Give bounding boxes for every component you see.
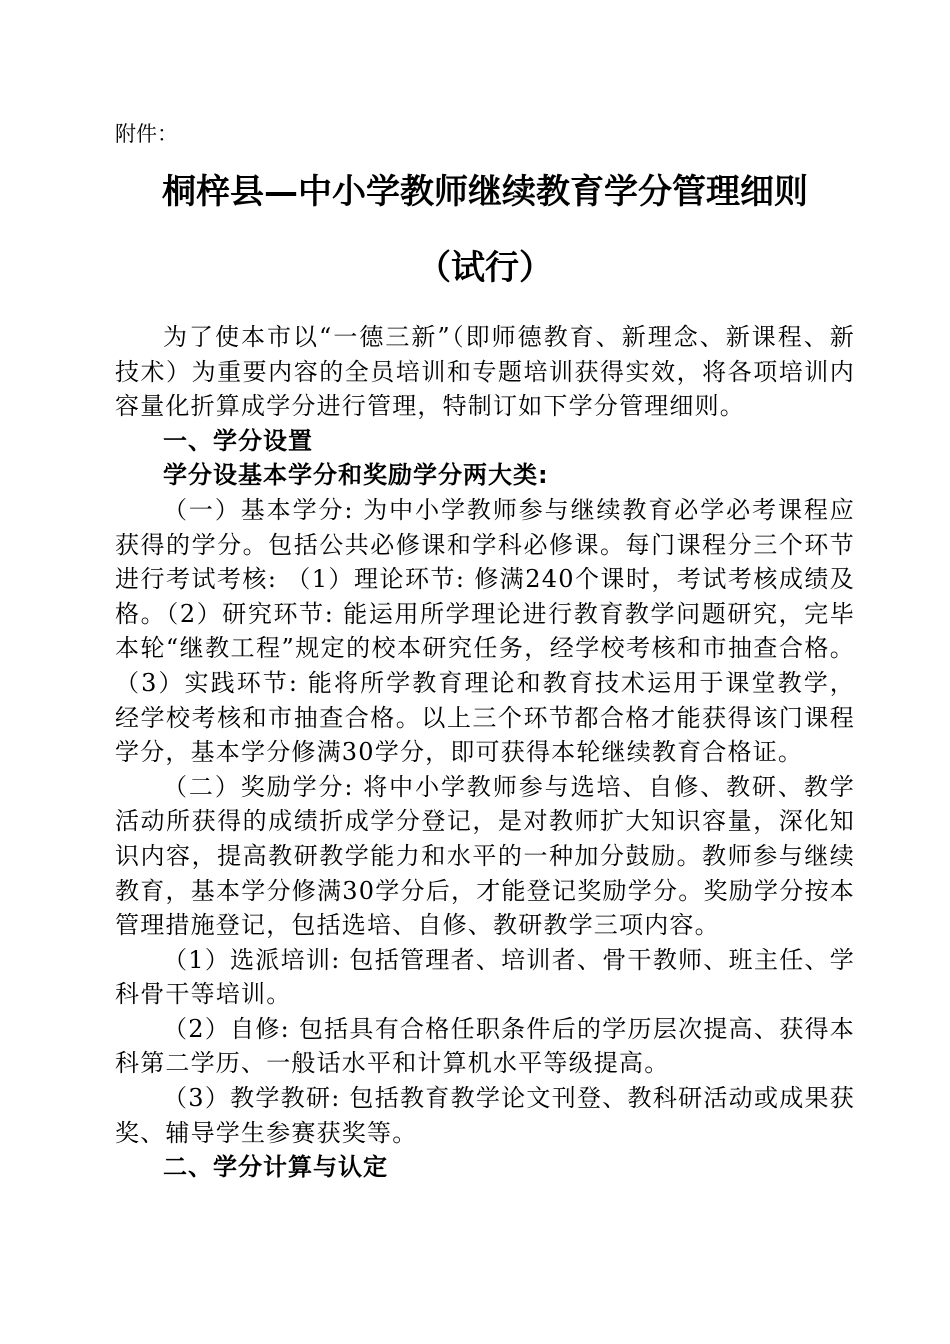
basic-credit-paragraph: （一）基本学分: 为中小学教师参与继续教育必学必考课程应获得的学分。包括公共必修课和学科必修课。每门课程分三个环节进行考试考核: （1）理论环节: 修满240个课时，考试考核成绩及格。（2）研究环节: 能运用所学理论进行教育教学问题研究，完毕本轮“继教工程”规定的校本研究任务，经学校考核和市抽查合格。（3）实践环节: 能将所学教育理论和教育技术运用于课堂教学，经学校考核和市抽查合格。以上三个环节都合格才能获得该门课程学分，基本学分修满30学分，即可获得本轮继续教育合格证。 — [115, 495, 855, 767]
selected-training-paragraph: （1）选派培训: 包括管理者、培训者、骨干教师、班主任、学科骨干等培训。 — [115, 945, 855, 1009]
document-title: 桐梓县—中小学教师继续教育学分管理细则 — [162, 172, 808, 212]
teaching-research-paragraph: （3）教学教研: 包括教育教学论文刊登、教科研活动或成果获奖、辅导学生参赛获奖等。 — [115, 1084, 855, 1147]
document-subtitle: （试行） — [417, 248, 553, 288]
self-study-paragraph: （2）自修: 包括具有合格任职条件后的学历层次提高、获得本科第二学历、一般话水平和计算机水平等级提高。 — [115, 1014, 855, 1078]
section-heading-credit-calculation: 二、学分计算与认定 — [163, 1153, 388, 1182]
reward-credit-paragraph: （二）奖励学分: 将中小学教师参与选培、自修、教研、教学活动所获得的成绩折成学分登记，是对教师扩大知识容量，深化知识内容，提高教研教学能力和水平的一种加分鼓励。教师参与继续教育，基本学分修满30学分后，才能登记奖励学分。奖励学分按本管理措施登记，包括选培、自修、教研教学三项内容。 — [115, 772, 855, 940]
intro-paragraph: 为了使本市以“一德三新”（即师德教育、新理念、新课程、新技术）为重要内容的全员培训和专题培训获得实效，将各项培训内容量化折算成学分进行管理，特制订如下学分管理细则。 — [115, 323, 855, 421]
section-heading-credit-setup: 一、学分设置 — [163, 426, 313, 455]
attachment-label: 附件： — [115, 122, 178, 146]
credit-categories-heading: 学分设基本学分和奖励学分两大类: — [163, 461, 549, 490]
document-body — [115, 320, 855, 1185]
document-page — [115, 118, 855, 1185]
